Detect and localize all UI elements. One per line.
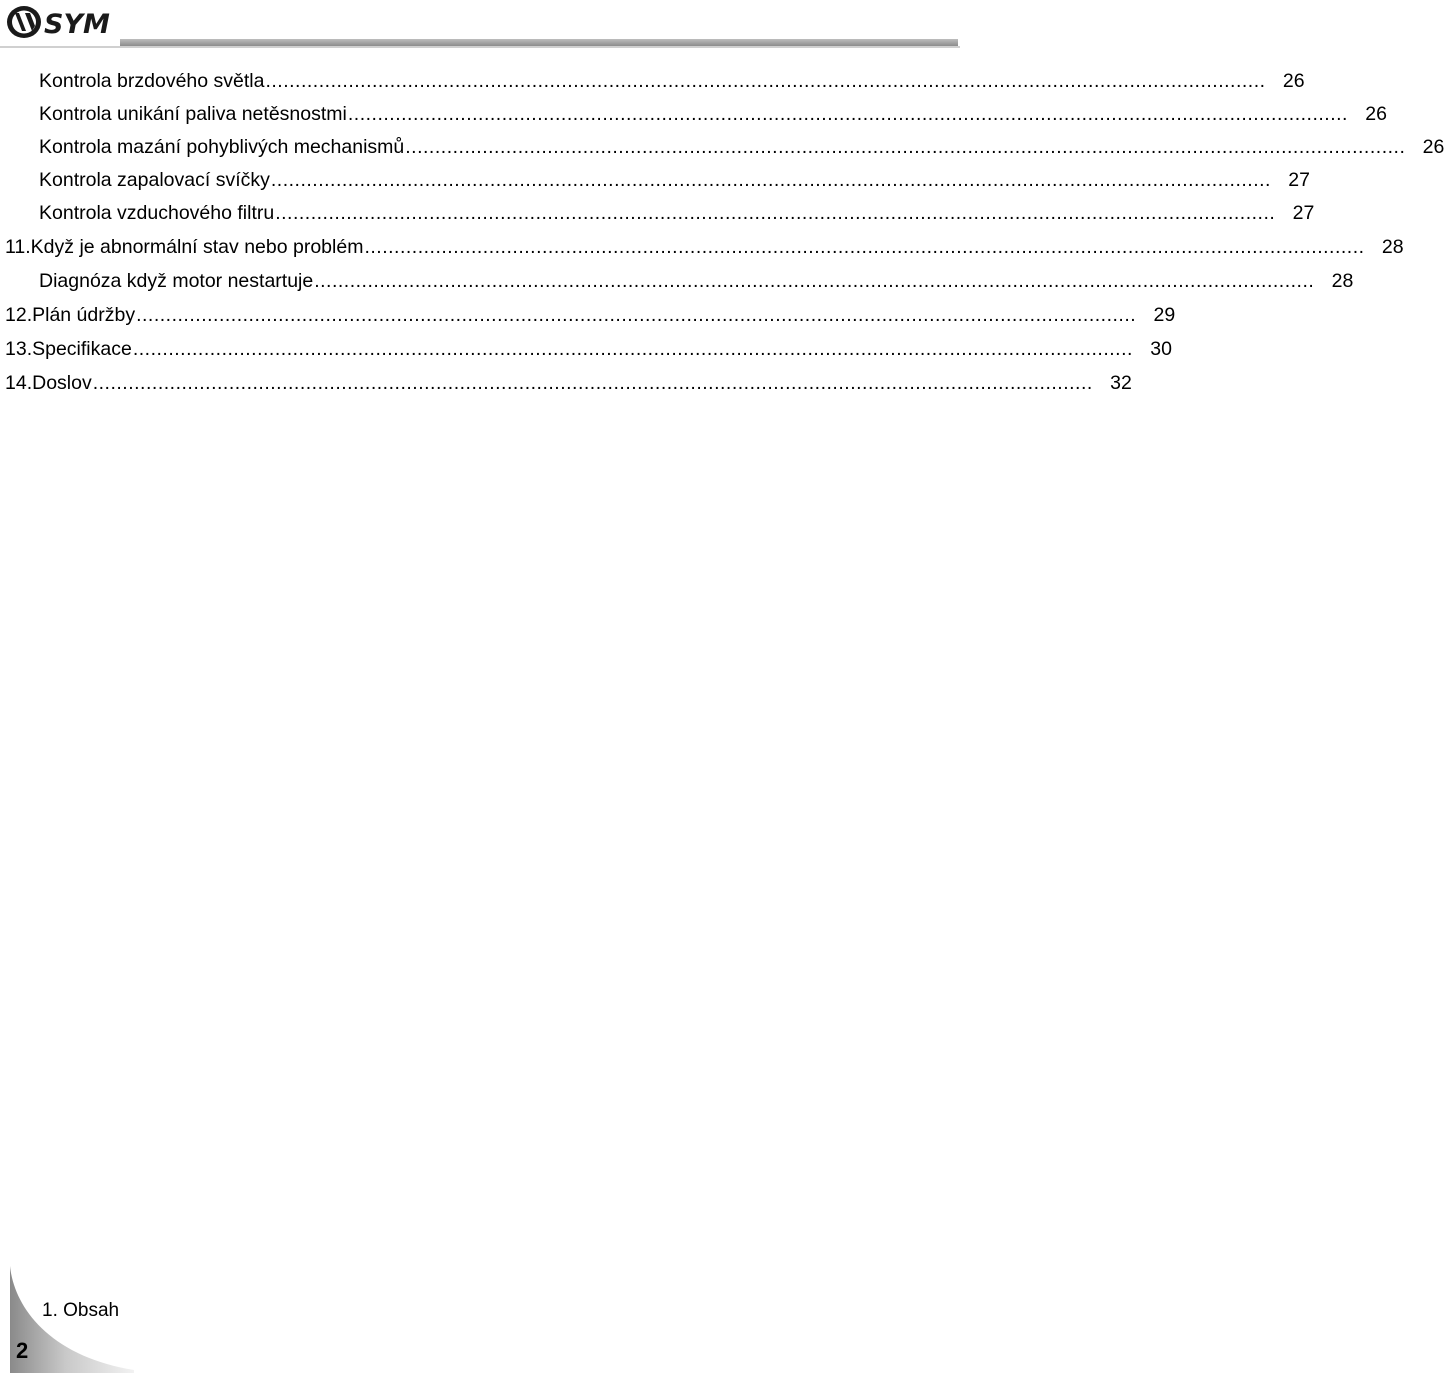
toc-entry-title: Specifikace <box>32 338 132 360</box>
toc-entry-number: 11. <box>5 236 31 258</box>
header-rule-shadow <box>0 46 960 48</box>
toc-entry-number: 12. <box>5 304 33 326</box>
toc-entry-title: Diagnóza když motor nestartuje <box>39 270 314 292</box>
toc-entry-page: 29 <box>1153 304 1176 326</box>
toc-leader-dots: ......................................................................................................................................................................... <box>405 136 1406 158</box>
toc-entry[interactable] <box>39 163 1310 197</box>
toc-entry-page: 28 <box>1331 270 1354 292</box>
toc-leader-dots: ......................................................................................................................................................................... <box>314 270 1315 292</box>
toc-entry-page: 27 <box>1288 169 1310 191</box>
toc-entry-title: Kontrola mazání pohyblivých mechanismů <box>39 136 405 158</box>
sym-logo <box>4 4 122 40</box>
toc-entry-page: 28 <box>1381 236 1404 258</box>
toc-entry-page: 26 <box>1422 136 1444 158</box>
toc-leader-dots: ......................................................................................................................................................................... <box>132 338 1133 360</box>
toc-leader-dots: ......................................................................................................................................................................... <box>136 304 1137 326</box>
page-number: 2 <box>16 1338 29 1363</box>
toc-entry[interactable] <box>39 64 1305 98</box>
toc-leader-dots: ......................................................................................................................................................................... <box>265 70 1266 92</box>
toc-leader-dots: ......................................................................................................................................................................... <box>364 236 1365 258</box>
toc-entry-title: Kontrola brzdového světla <box>39 70 265 92</box>
toc-entry[interactable] <box>5 366 1132 400</box>
toc-leader-dots: ......................................................................................................................................................................... <box>92 372 1093 394</box>
footer-section-label: 1. Obsah <box>42 1300 120 1321</box>
toc-entry[interactable] <box>39 130 1444 164</box>
toc-entry-title: Kontrola unikání paliva netěsnostmi <box>39 103 347 125</box>
toc-entry-page: 27 <box>1292 202 1315 224</box>
toc-entry-title: Když je abnormální stav nebo problém <box>30 236 364 258</box>
toc-entry-page: 26 <box>1282 70 1305 92</box>
toc-leader-dots: ......................................................................................................................................................................... <box>275 202 1276 224</box>
toc-entry-title: Kontrola zapalovací svíčky <box>39 169 270 191</box>
logo-wordmark: SYM <box>44 9 110 40</box>
page-header <box>0 0 960 50</box>
toc-leader-dots: ......................................................................................................................................................................... <box>270 169 1271 191</box>
toc-leader-dots: ......................................................................................................................................................................... <box>347 103 1348 125</box>
toc-entry-page: 32 <box>1110 372 1132 394</box>
toc-entry-number: 13. <box>5 338 33 360</box>
toc-entry-number: 14. <box>5 372 33 394</box>
toc-entry-title: Doslov <box>32 372 92 394</box>
toc-entry[interactable] <box>39 97 1387 131</box>
toc-entry[interactable] <box>5 332 1172 366</box>
toc-entry-title: Kontrola vzduchového filtru <box>39 202 275 224</box>
toc-entry[interactable] <box>39 196 1315 230</box>
header-rule <box>120 39 958 46</box>
toc-entry-page: 30 <box>1150 338 1172 360</box>
toc-entry[interactable] <box>39 264 1354 298</box>
toc-entry[interactable] <box>5 230 1404 264</box>
toc-entry[interactable] <box>5 298 1176 332</box>
toc-entry-page: 26 <box>1365 103 1387 125</box>
toc-entry-title: Plán údržby <box>32 304 136 326</box>
